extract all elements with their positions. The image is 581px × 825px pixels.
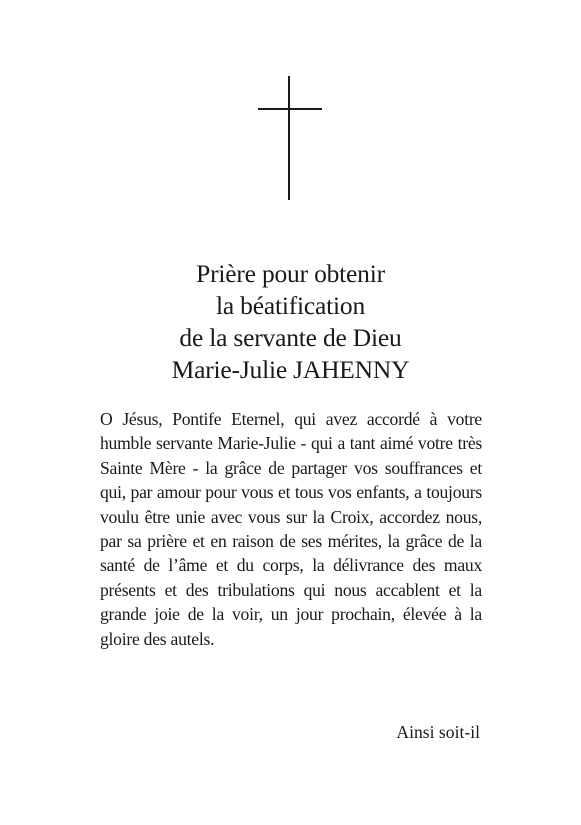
prayer-closing: Ainsi soit-il <box>396 722 480 742</box>
prayer-text: O Jésus, Pontife Eternel, qui avez accordé à votre humble servante Marie-Julie - qui a tant aimé votre très Sainte Mère - la grâce de partager vos souffrances et qui, par amour pour vous et tous vos enfants, a toujours voulu être unie avec vous sur la Croix, accordez nous, par sa prière et en raison de ses mérites, la grâce de la santé de l’âme et du corps, la délivrance des maux présents et des tribulations qui nous accablent et la grande joie de la voir, un jour prochain, élevée à la gloire des autels. <box>100 409 482 649</box>
title-line-3: de la servante de Dieu <box>179 323 402 352</box>
latin-cross-icon <box>258 76 322 200</box>
cross-vertical-bar <box>288 76 290 200</box>
prayer-title <box>0 258 581 386</box>
title-line-2: la béatification <box>215 291 365 320</box>
title-line-1: Prière pour obtenir <box>196 259 385 288</box>
cross-horizontal-bar <box>258 108 322 110</box>
title-line-4: Marie-Julie JAHENNY <box>171 355 410 384</box>
